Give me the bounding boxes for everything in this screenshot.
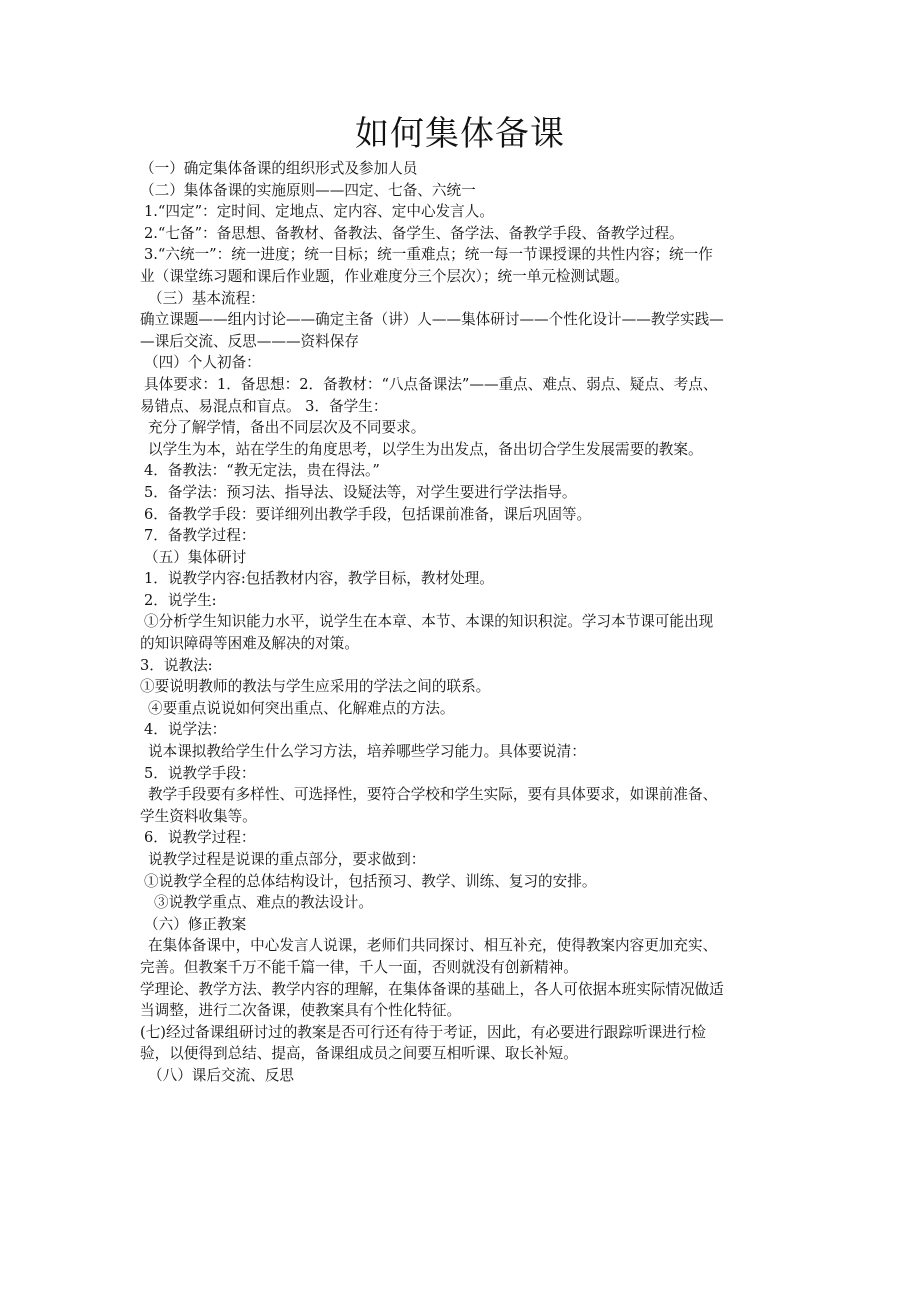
section-heading-1: （一）确定集体备课的组织形式及参加人员 xyxy=(140,160,418,177)
section-heading-2: （二）集体备课的实施原则——四定、七备、六统一 xyxy=(140,181,476,199)
section-heading-3: （三）基本流程： xyxy=(148,289,265,307)
paragraph-line: —课后交流、反思———资料保存 xyxy=(140,332,359,350)
paragraph-line: 1.“四定”：定时间、定地点、定内容、定中心发言人。 xyxy=(144,203,494,221)
paragraph-line: 以学生为本，站在学生的角度思考，以学生为出发点，备出切合学生发展需要的教案。 xyxy=(148,440,703,458)
paragraph-line: 2．说学生: xyxy=(144,591,217,609)
paragraph-line: 6．说教学过程： xyxy=(144,829,256,847)
document-body xyxy=(140,158,785,1087)
paragraph-line: 的知识障碍等困难及解决的对策。 xyxy=(140,635,359,653)
paragraph-line: 4．备教法：“教无定法，贵在得法。” xyxy=(144,462,380,480)
document-title: 如何集体备课 xyxy=(355,114,565,154)
section-heading-7: (七)经过备课组研讨过的教案是否可行还有待于考证，因此，有必要进行跟踪听课进行检 xyxy=(140,1023,706,1041)
paragraph-line: 业（课堂练习题和课后作业题，作业难度分三个层次）；统一单元检测试题。 xyxy=(140,267,629,285)
paragraph-line: 2.“七备”：备思想、备教材、备教法、备学生、备学法、备教学手段、备教学过程。 xyxy=(144,224,684,242)
paragraph-line: 7．备教学过程： xyxy=(144,527,256,545)
paragraph-line: 6．备教学手段：要详细列出教学手段，包括课前准备，课后巩固等。 xyxy=(144,505,592,523)
section-heading-8: （八）课后交流、反思 xyxy=(148,1066,294,1084)
paragraph-line: 学生资料收集等。 xyxy=(140,807,257,825)
paragraph-line: ①要说明教师的教法与学生应采用的学法之间的联系。 xyxy=(140,678,491,696)
paragraph-line: 验，以便得到总结、提高，备课组成员之间要互相听课、取长补短。 xyxy=(140,1045,578,1063)
paragraph-line: 3.“六统一”：统一进度；统一目标；统一重难点；统一每一节课授课的共性内容；统一作 xyxy=(144,246,713,264)
paragraph-line: ③说教学重点、难点的教法设计。 xyxy=(154,894,373,912)
paragraph-line: 具体要求：1．备思想：2．备教材：“八点备课法”——重点、难点、弱点、疑点、考点、 xyxy=(144,375,718,393)
paragraph-line: 说教学过程是说课的重点部分，要求做到： xyxy=(148,851,426,868)
paragraph-line: 教学手段要有多样性、可选择性，要符合学校和学生实际，要有具体要求，如课前准备、 xyxy=(148,786,718,804)
section-heading-6: （六）修正教案 xyxy=(144,915,247,933)
paragraph-line: 充分了解学情，备出不同层次及不同要求。 xyxy=(148,419,426,437)
paragraph-line: 易错点、易混点和盲点。 3．备学生： xyxy=(140,397,388,415)
paragraph-line: ①分析学生知识能力水平，说学生在本章、本节、本课的知识积淀。学习本节课可能出现 xyxy=(144,613,714,631)
paragraph-line: 完善。但教案千万不能千篇一律，千人一面，否则就没有创新精神。 xyxy=(140,958,578,976)
paragraph-line: 1．说教学内容:包括教材内容，教学目标，教材处理。 xyxy=(144,570,494,588)
paragraph-line: 5．说教学手段： xyxy=(144,764,256,782)
section-heading-5: （五）集体研讨 xyxy=(144,548,247,566)
paragraph-line: ①说教学全程的总体结构设计，包括预习、教学、训练、复习的安排。 xyxy=(144,872,597,890)
paragraph-line: 确立课题——组内讨论——确定主备（讲）人——集体研讨——个性化设计——教学实践— xyxy=(140,311,724,329)
paragraph-line: 说本课拟教给学生什么学习方法，培养哪些学习能力。具体要说清： xyxy=(148,743,586,761)
paragraph-line: 在集体备课中，中心发言人说课，老师们共同探讨、相互补充，使得教案内容更加充实、 xyxy=(148,937,718,955)
paragraph-line: ④要重点说说如何突出重点、化解难点的方法。 xyxy=(148,699,455,717)
paragraph-line: 5．备学法：预习法、指导法、设疑法等，对学生要进行学法指导。 xyxy=(144,483,577,501)
section-heading-4: （四）个人初备： xyxy=(144,354,261,372)
paragraph-line: 学理论、教学方法、教学内容的理解，在集体备课的基础上，各人可依据本班实际情况做适 xyxy=(140,980,724,998)
paragraph-line: 当调整，进行二次备课，使教案具有个性化特征。 xyxy=(140,1002,462,1020)
paragraph-line: 4．说学法： xyxy=(144,721,227,739)
paragraph-line: 3．说教法: xyxy=(140,656,213,674)
